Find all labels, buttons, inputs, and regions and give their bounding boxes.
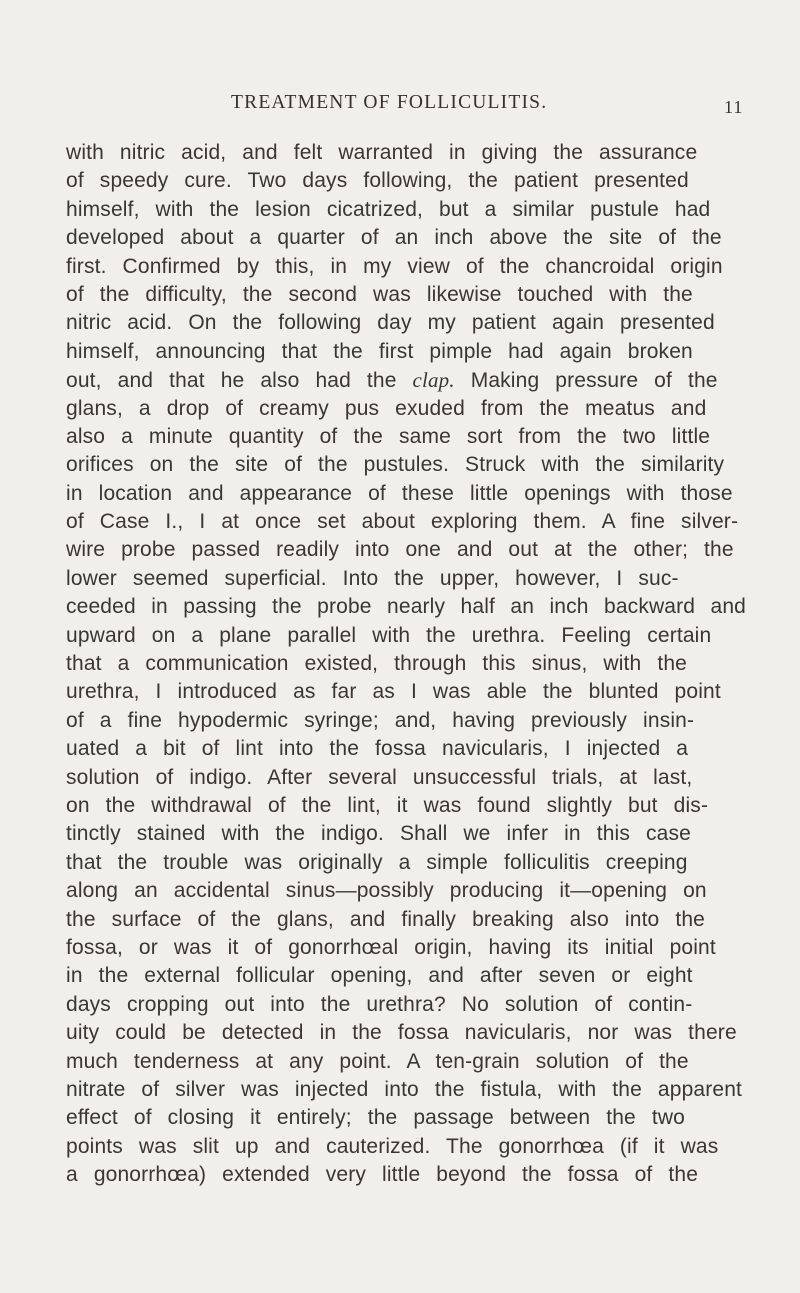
text-line: nitrate of silver was injected into the fistula, with the apparent (66, 1077, 743, 1101)
text-line: along an accidental sinus—possibly producing it—opening on (66, 879, 707, 903)
text-line: in the external follicular opening, and after seven or eight (66, 964, 693, 988)
text-line: lower seemed superficial. Into the upper, however, I suc- (66, 566, 679, 590)
text-line: solution of indigo. After several unsuccessful trials, at last, (66, 765, 693, 789)
text-line: effect of closing it entirely; the passage between the two (66, 1106, 685, 1130)
text-line: with nitric acid, and felt warranted in giving the assurance (66, 141, 698, 164)
text-line: himself, announcing that the first pimple had again broken (66, 339, 693, 363)
text-line: of speedy cure. Two days following, the patient presented (66, 169, 689, 193)
text-line: wire probe passed readily into one and out at the other; the (66, 538, 734, 562)
text-line: uity could be detected in the fossa navicularis, nor was there (66, 1021, 737, 1045)
text-line: himself, with the lesion cicatrized, but a similar pustule had (66, 197, 711, 221)
text-line: fossa, or was it of gonorrhœal origin, having its initial point (66, 935, 716, 959)
text-line: ceeded in passing the probe nearly half an inch backward and (66, 595, 746, 619)
text-line: urethra, I introduced as far as I was able the blunted point (66, 680, 721, 704)
text-line: that the trouble was originally a simple folliculitis creeping (66, 850, 688, 874)
text-line: much tenderness at any point. A ten-grain solution of the (66, 1049, 689, 1073)
text-line: orifices on the site of the pustules. Struck with the similarity (66, 453, 725, 477)
text-line: a gonorrhœa) extended very little beyond the fossa of the (66, 1163, 699, 1187)
text-segment: Making pressure of the (454, 369, 718, 393)
text-line: of the difficulty, the second was likewise touched with the (66, 282, 693, 306)
text-line: that a communication existed, through this sinus, with the (66, 652, 687, 676)
text-line: first. Confirmed by this, in my view of the chancroidal origin (66, 254, 723, 278)
text-line: glans, a drop of creamy pus exuded from the meatus and (66, 396, 707, 420)
text-line: also a minute quantity of the same sort from the two little (66, 424, 711, 448)
text-line: days cropping out into the urethra? No solution of contin- (66, 992, 693, 1016)
text-line: uated a bit of lint into the fossa navicularis, I injected a (66, 737, 689, 761)
text-line: nitric acid. On the following day my patient again presented (66, 311, 715, 335)
text-line: the surface of the glans, and finally breaking also into the (66, 907, 706, 931)
text-line: in location and appearance of these little openings with those (66, 481, 733, 505)
text-line: developed about a quarter of an inch above the site of the (66, 226, 722, 250)
body-text (66, 139, 746, 1189)
text-line: of a fine hypodermic syringe; and, having previously insin- (66, 708, 695, 732)
text-line (66, 366, 746, 394)
text-line: on the withdrawal of the lint, it was found slightly but dis- (66, 793, 709, 817)
text-line: points was slit up and cauterized. The gonorrhœa (if it was (66, 1134, 719, 1158)
italic-term: clap. (412, 368, 455, 393)
page-number: 11 (724, 97, 744, 117)
running-head: TREATMENT OF FOLLICULITIS. (231, 92, 548, 113)
text-line: tinctly stained with the indigo. Shall we infer in this case (66, 822, 691, 846)
text-segment: out, and that he also had the (66, 369, 413, 393)
text-line: of Case I., I at once set about exploring them. A fine silver- (66, 510, 739, 534)
text-line: upward on a plane parallel with the urethra. Feeling certain (66, 623, 712, 647)
